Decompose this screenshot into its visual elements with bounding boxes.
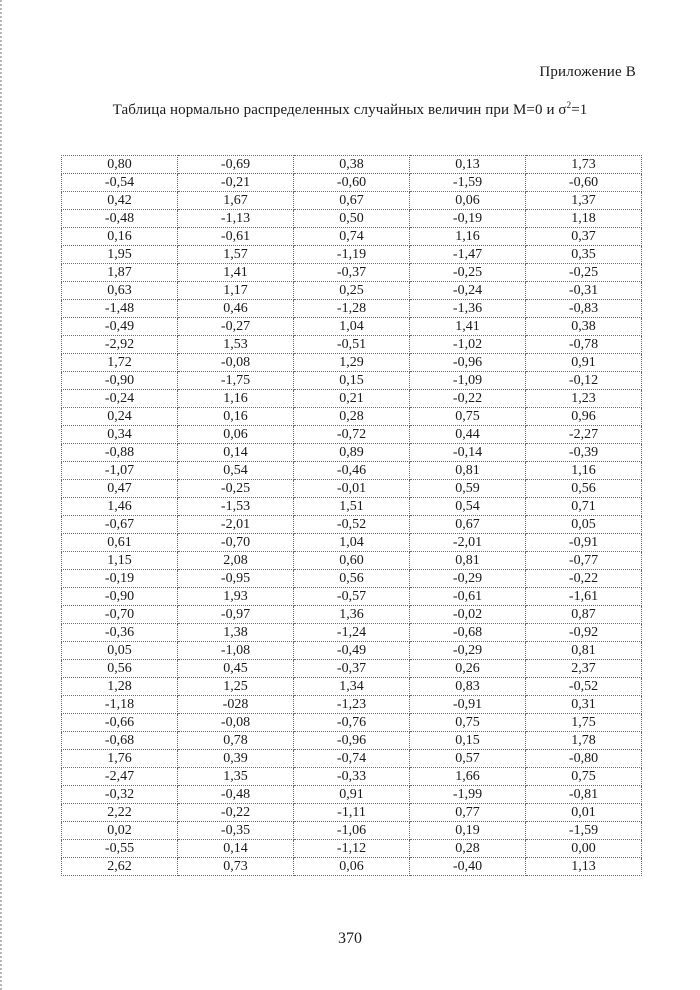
table-row bbox=[62, 786, 642, 804]
table-cell: 1,38 bbox=[178, 624, 294, 642]
table-cell: 0,83 bbox=[410, 678, 526, 696]
table-cell: 0,81 bbox=[410, 552, 526, 570]
table-cell: 0,45 bbox=[178, 660, 294, 678]
table-cell: -0,25 bbox=[410, 264, 526, 282]
table-row bbox=[62, 300, 642, 318]
table-row bbox=[62, 264, 642, 282]
table-cell: 1,78 bbox=[526, 732, 642, 750]
table-cell: -0,70 bbox=[178, 534, 294, 552]
table-cell: 0,67 bbox=[294, 192, 410, 210]
table-cell: 0,06 bbox=[178, 426, 294, 444]
table-cell: -0,29 bbox=[410, 570, 526, 588]
table-cell: 0,34 bbox=[62, 426, 178, 444]
table-row bbox=[62, 624, 642, 642]
table-cell: 1,46 bbox=[62, 498, 178, 516]
table-cell: 0,28 bbox=[410, 840, 526, 858]
table-cell: 1,16 bbox=[178, 390, 294, 408]
table-cell: -2,01 bbox=[410, 534, 526, 552]
table-cell: -0,67 bbox=[62, 516, 178, 534]
table-cell: 0,91 bbox=[294, 786, 410, 804]
table-row bbox=[62, 516, 642, 534]
table-cell: 0,14 bbox=[178, 840, 294, 858]
table-cell: 0,19 bbox=[410, 822, 526, 840]
table-cell: 0,63 bbox=[62, 282, 178, 300]
table-cell: 1,66 bbox=[410, 768, 526, 786]
table-cell: -0,96 bbox=[410, 354, 526, 372]
table-row bbox=[62, 390, 642, 408]
table-row bbox=[62, 498, 642, 516]
table-cell: -1,23 bbox=[294, 696, 410, 714]
table-cell: 1,93 bbox=[178, 588, 294, 606]
table-cell: 0,75 bbox=[410, 714, 526, 732]
title-text-end: =1 bbox=[571, 102, 588, 118]
table-row bbox=[62, 642, 642, 660]
table-cell: -0,61 bbox=[410, 588, 526, 606]
table-cell: 1,57 bbox=[178, 246, 294, 264]
table-row bbox=[62, 552, 642, 570]
table-cell: -1,61 bbox=[526, 588, 642, 606]
title-text: Таблица нормально распределенных случайных величин при М=0 и σ bbox=[112, 102, 567, 118]
table-cell: -0,08 bbox=[178, 714, 294, 732]
table-cell: -0,24 bbox=[410, 282, 526, 300]
table-cell: 0,25 bbox=[294, 282, 410, 300]
table-row bbox=[62, 696, 642, 714]
table-cell: -0,33 bbox=[294, 768, 410, 786]
table-cell: -0,19 bbox=[410, 210, 526, 228]
table-cell: -0,49 bbox=[62, 318, 178, 336]
table-cell: 1,23 bbox=[526, 390, 642, 408]
table-cell: -0,60 bbox=[294, 174, 410, 192]
table-row bbox=[62, 462, 642, 480]
table-row bbox=[62, 426, 642, 444]
table-cell: -0,22 bbox=[410, 390, 526, 408]
table-cell: 1,28 bbox=[62, 678, 178, 696]
table-row bbox=[62, 408, 642, 426]
table-cell: -1,36 bbox=[410, 300, 526, 318]
table-cell: 2,22 bbox=[62, 804, 178, 822]
table-cell: 0,14 bbox=[178, 444, 294, 462]
table-row bbox=[62, 822, 642, 840]
table-cell: -0,81 bbox=[526, 786, 642, 804]
table-cell: -0,36 bbox=[62, 624, 178, 642]
table-cell: -2,92 bbox=[62, 336, 178, 354]
table-cell: -1,02 bbox=[410, 336, 526, 354]
table-row bbox=[62, 768, 642, 786]
table-row bbox=[62, 228, 642, 246]
table-cell: -0,02 bbox=[410, 606, 526, 624]
table-cell: -0,97 bbox=[178, 606, 294, 624]
table-cell: -0,40 bbox=[410, 858, 526, 876]
table-cell: 0,77 bbox=[410, 804, 526, 822]
table-cell: 0,75 bbox=[410, 408, 526, 426]
table-cell: -0,80 bbox=[526, 750, 642, 768]
table-row bbox=[62, 444, 642, 462]
table-cell: -0,46 bbox=[294, 462, 410, 480]
table-cell: 1,95 bbox=[62, 246, 178, 264]
table-cell: 1,04 bbox=[294, 318, 410, 336]
table-cell: -0,70 bbox=[62, 606, 178, 624]
table-cell: -1,59 bbox=[526, 822, 642, 840]
table-cell: -1,99 bbox=[410, 786, 526, 804]
table-cell: 1,53 bbox=[178, 336, 294, 354]
table-row bbox=[62, 678, 642, 696]
table-cell: 0,81 bbox=[410, 462, 526, 480]
table-cell: -0,77 bbox=[526, 552, 642, 570]
table-row bbox=[62, 534, 642, 552]
table-cell: -0,39 bbox=[526, 444, 642, 462]
table-cell: -0,61 bbox=[178, 228, 294, 246]
table-cell: -0,54 bbox=[62, 174, 178, 192]
table-cell: 0,35 bbox=[526, 246, 642, 264]
table-cell: -0,66 bbox=[62, 714, 178, 732]
table-cell: -0,48 bbox=[178, 786, 294, 804]
table-row bbox=[62, 858, 642, 876]
table-cell: 1,37 bbox=[526, 192, 642, 210]
table-cell: 0,54 bbox=[410, 498, 526, 516]
table-cell: -0,01 bbox=[294, 480, 410, 498]
table-cell: 0,67 bbox=[410, 516, 526, 534]
table-cell: 1,17 bbox=[178, 282, 294, 300]
table-cell: 0,54 bbox=[178, 462, 294, 480]
table-cell: 0,96 bbox=[526, 408, 642, 426]
table-cell: -0,25 bbox=[178, 480, 294, 498]
table-cell: 0,21 bbox=[294, 390, 410, 408]
table-cell: -1,47 bbox=[410, 246, 526, 264]
table-cell: 0,75 bbox=[526, 768, 642, 786]
table-cell: 0,56 bbox=[526, 480, 642, 498]
table-cell: -0,37 bbox=[294, 264, 410, 282]
table-cell: 0,06 bbox=[410, 192, 526, 210]
table-row bbox=[62, 336, 642, 354]
table-cell: -0,22 bbox=[178, 804, 294, 822]
table-cell: -0,83 bbox=[526, 300, 642, 318]
table-cell: 0,05 bbox=[62, 642, 178, 660]
table-cell: -0,90 bbox=[62, 588, 178, 606]
table-cell: -0,69 bbox=[178, 156, 294, 174]
table-cell: -1,08 bbox=[178, 642, 294, 660]
table-cell: 2,08 bbox=[178, 552, 294, 570]
table-cell: -0,35 bbox=[178, 822, 294, 840]
table-cell: 1,87 bbox=[62, 264, 178, 282]
table-cell: 0,56 bbox=[294, 570, 410, 588]
table-cell: 0,42 bbox=[62, 192, 178, 210]
table-cell: 0,59 bbox=[410, 480, 526, 498]
table-cell: -1,28 bbox=[294, 300, 410, 318]
table-cell: 1,51 bbox=[294, 498, 410, 516]
table-cell: 1,73 bbox=[526, 156, 642, 174]
table-cell: -0,37 bbox=[294, 660, 410, 678]
table-cell: 0,81 bbox=[526, 642, 642, 660]
table-row bbox=[62, 246, 642, 264]
table-cell: 2,37 bbox=[526, 660, 642, 678]
table-row bbox=[62, 804, 642, 822]
table-cell: 1,16 bbox=[410, 228, 526, 246]
table-cell: -0,90 bbox=[62, 372, 178, 390]
table-row bbox=[62, 570, 642, 588]
table-cell: -1,07 bbox=[62, 462, 178, 480]
table-cell: 1,76 bbox=[62, 750, 178, 768]
table-row bbox=[62, 372, 642, 390]
table-cell: 0,71 bbox=[526, 498, 642, 516]
table-cell: 0,02 bbox=[62, 822, 178, 840]
table-cell: -0,68 bbox=[410, 624, 526, 642]
table-cell: -0,57 bbox=[294, 588, 410, 606]
table-cell: 0,73 bbox=[178, 858, 294, 876]
table-cell: 1,67 bbox=[178, 192, 294, 210]
page-number: 370 bbox=[338, 930, 362, 947]
table-cell: -0,52 bbox=[294, 516, 410, 534]
table-row bbox=[62, 606, 642, 624]
table-cell: 1,15 bbox=[62, 552, 178, 570]
table-cell: 0,16 bbox=[178, 408, 294, 426]
table-cell: 1,13 bbox=[526, 858, 642, 876]
table-cell: 2,62 bbox=[62, 858, 178, 876]
table-cell: 0,46 bbox=[178, 300, 294, 318]
table-cell: 1,75 bbox=[526, 714, 642, 732]
table-cell: -0,88 bbox=[62, 444, 178, 462]
table-cell: 0,87 bbox=[526, 606, 642, 624]
table-cell: -0,95 bbox=[178, 570, 294, 588]
table-cell: 0,44 bbox=[410, 426, 526, 444]
table-cell: -0,92 bbox=[526, 624, 642, 642]
table-cell: 0,31 bbox=[526, 696, 642, 714]
table-row bbox=[62, 354, 642, 372]
table-cell: -028 bbox=[178, 696, 294, 714]
table-cell: 0,01 bbox=[526, 804, 642, 822]
table-cell: 0,15 bbox=[410, 732, 526, 750]
table-title bbox=[0, 102, 700, 119]
table-cell: 0,74 bbox=[294, 228, 410, 246]
table-cell: 1,41 bbox=[410, 318, 526, 336]
table-cell: 0,28 bbox=[294, 408, 410, 426]
table-cell: -0,19 bbox=[62, 570, 178, 588]
table-row bbox=[62, 588, 642, 606]
table-cell: 1,04 bbox=[294, 534, 410, 552]
table-cell: 1,41 bbox=[178, 264, 294, 282]
table-cell: -2,47 bbox=[62, 768, 178, 786]
table-cell: 0,26 bbox=[410, 660, 526, 678]
table-cell: 1,18 bbox=[526, 210, 642, 228]
table-cell: -1,48 bbox=[62, 300, 178, 318]
table-cell: 1,29 bbox=[294, 354, 410, 372]
table-cell: 0,78 bbox=[178, 732, 294, 750]
table-row bbox=[62, 660, 642, 678]
table-cell: -0,51 bbox=[294, 336, 410, 354]
table-cell: -0,49 bbox=[294, 642, 410, 660]
table-cell: -1,09 bbox=[410, 372, 526, 390]
table-cell: 0,61 bbox=[62, 534, 178, 552]
table-row bbox=[62, 210, 642, 228]
table-cell: -0,27 bbox=[178, 318, 294, 336]
table-cell: -1,53 bbox=[178, 498, 294, 516]
table-row bbox=[62, 750, 642, 768]
table-cell: 0,80 bbox=[62, 156, 178, 174]
table-cell: -2,01 bbox=[178, 516, 294, 534]
table-row bbox=[62, 156, 642, 174]
table-cell: 0,60 bbox=[294, 552, 410, 570]
table-cell: 1,25 bbox=[178, 678, 294, 696]
table-cell: 0,56 bbox=[62, 660, 178, 678]
table-cell: -1,13 bbox=[178, 210, 294, 228]
table-cell: 0,89 bbox=[294, 444, 410, 462]
table-cell: -0,08 bbox=[178, 354, 294, 372]
table-cell: -0,48 bbox=[62, 210, 178, 228]
table-cell: -0,52 bbox=[526, 678, 642, 696]
table-cell: 0,16 bbox=[62, 228, 178, 246]
table-row bbox=[62, 192, 642, 210]
table-row bbox=[62, 714, 642, 732]
table-cell: -0,21 bbox=[178, 174, 294, 192]
table-cell: 1,36 bbox=[294, 606, 410, 624]
table-cell: -1,12 bbox=[294, 840, 410, 858]
title-superscript: 2 bbox=[566, 100, 572, 110]
page-edge bbox=[0, 0, 3, 990]
table-cell: 0,24 bbox=[62, 408, 178, 426]
table-cell: -0,31 bbox=[526, 282, 642, 300]
table-cell: 1,34 bbox=[294, 678, 410, 696]
table-row bbox=[62, 840, 642, 858]
table-cell: -1,24 bbox=[294, 624, 410, 642]
table-cell: 1,35 bbox=[178, 768, 294, 786]
table-cell: -1,59 bbox=[410, 174, 526, 192]
table-cell: -0,76 bbox=[294, 714, 410, 732]
table-cell: 0,13 bbox=[410, 156, 526, 174]
table-row bbox=[62, 318, 642, 336]
table-cell: -0,22 bbox=[526, 570, 642, 588]
table-cell: -0,55 bbox=[62, 840, 178, 858]
table-cell: 0,00 bbox=[526, 840, 642, 858]
table-row bbox=[62, 732, 642, 750]
table-row bbox=[62, 174, 642, 192]
table-cell: -2,27 bbox=[526, 426, 642, 444]
table-row bbox=[62, 282, 642, 300]
table-cell: -1,75 bbox=[178, 372, 294, 390]
table-cell: -0,96 bbox=[294, 732, 410, 750]
table-cell: 0,50 bbox=[294, 210, 410, 228]
table-body bbox=[62, 156, 642, 876]
table-cell: 1,72 bbox=[62, 354, 178, 372]
table-cell: -0,29 bbox=[410, 642, 526, 660]
table-cell: -1,11 bbox=[294, 804, 410, 822]
table-cell: -0,78 bbox=[526, 336, 642, 354]
table-cell: 0,47 bbox=[62, 480, 178, 498]
table-cell: -1,19 bbox=[294, 246, 410, 264]
table-cell: 0,38 bbox=[294, 156, 410, 174]
table-cell: -0,91 bbox=[526, 534, 642, 552]
table-row bbox=[62, 480, 642, 498]
table-cell: -0,60 bbox=[526, 174, 642, 192]
table-cell: -0,24 bbox=[62, 390, 178, 408]
random-values-table bbox=[61, 155, 642, 876]
table-cell: -0,25 bbox=[526, 264, 642, 282]
table-cell: -0,14 bbox=[410, 444, 526, 462]
table-cell: 0,15 bbox=[294, 372, 410, 390]
table-cell: -0,68 bbox=[62, 732, 178, 750]
table-cell: 0,91 bbox=[526, 354, 642, 372]
appendix-label: Приложение В bbox=[539, 64, 636, 80]
table-cell: 0,05 bbox=[526, 516, 642, 534]
table-cell: 0,57 bbox=[410, 750, 526, 768]
table-cell: 0,06 bbox=[294, 858, 410, 876]
table-cell: 0,39 bbox=[178, 750, 294, 768]
table-cell: 0,37 bbox=[526, 228, 642, 246]
table-cell: -0,91 bbox=[410, 696, 526, 714]
table-cell: -1,06 bbox=[294, 822, 410, 840]
table-cell: -0,74 bbox=[294, 750, 410, 768]
table-cell: 0,38 bbox=[526, 318, 642, 336]
table-cell: -0,12 bbox=[526, 372, 642, 390]
table-cell: -0,72 bbox=[294, 426, 410, 444]
table-cell: -1,18 bbox=[62, 696, 178, 714]
table-cell: -0,32 bbox=[62, 786, 178, 804]
table-cell: 1,16 bbox=[526, 462, 642, 480]
